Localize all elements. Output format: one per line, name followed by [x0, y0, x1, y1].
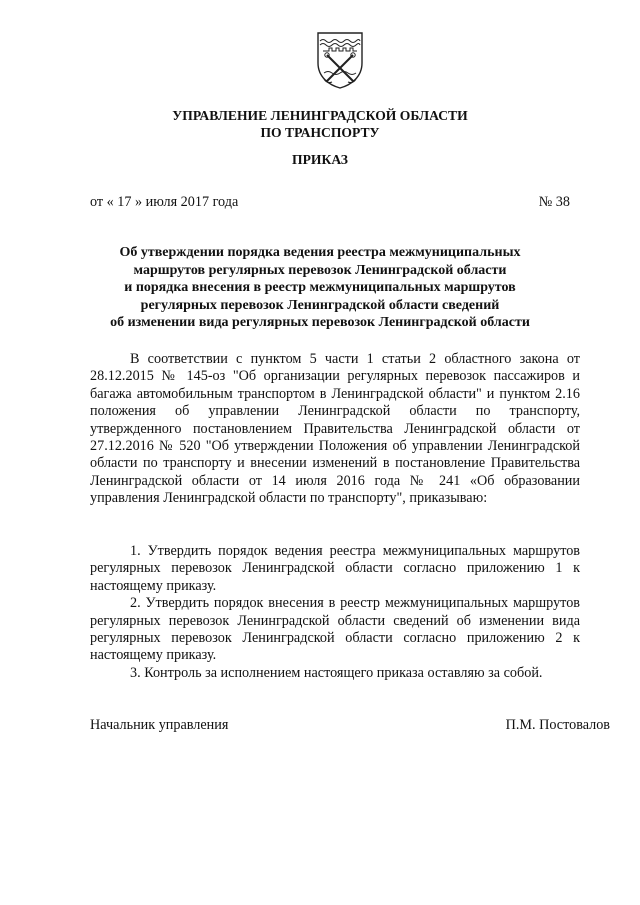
subject-line: об изменении вида регулярных перевозок Ленинградской области — [110, 315, 530, 330]
order-item: 1. Утвердить порядок ведения реестра межмуниципальных маршрутов регулярных перевозок Ленинградской области согласно приложению 1 к настоящему приказу. — [90, 543, 580, 594]
organization-name — [0, 107, 640, 141]
subject-line: маршрутов регулярных перевозок Ленинградской области — [133, 262, 507, 278]
signatory-title: Начальник управления — [90, 717, 229, 733]
order-items — [90, 543, 580, 682]
subject-line: и порядка внесения в реестр межмуниципальных маршрутов — [124, 280, 516, 295]
signatory-name: П.М. Постовалов — [505, 717, 610, 733]
document-type: ПРИКАЗ — [292, 152, 348, 167]
organization-line-1: УПРАВЛЕНИЕ ЛЕНИНГРАДСКОЙ ОБЛАСТИ — [172, 108, 468, 123]
document-number: № 38 — [538, 194, 570, 210]
coat-of-arms-icon — [315, 27, 365, 90]
signature-block — [90, 717, 610, 735]
subject-line: Об утверждении порядка ведения реестра межмуниципальных — [119, 245, 521, 260]
order-item: 2. Утвердить порядок внесения в реестр межмуниципальных маршрутов регулярных перевозок Ленинградской области сведений об изменении вида регулярных перевозок Ленинградской области согласно приложению 2 к настоящему приказу. — [90, 595, 580, 664]
subject-line: регулярных перевозок Ленинградской области сведений — [140, 297, 500, 313]
document-subject — [0, 244, 640, 332]
document-date: от « 17 » июля 2017 года — [90, 194, 239, 210]
order-item: 3. Контроль за исполнением настоящего приказа оставляю за собой. — [130, 664, 543, 681]
organization-line-2: ПО ТРАНСПОРТУ — [260, 125, 380, 140]
preamble-paragraph: В соответствии с пунктом 5 части 1 статьи 2 областного закона от 28.12.2015 № 145-оз "Об организации регулярных перевозок пассажиров и багажа автомобильным транспортом в Ленинградской области" и пунктом 2.16 положения об управлении Ленинградской области по транспорту, утвержденного постановлением Правительства Ленинградской области от 27.12.2016 № 520 "Об утверждении Положения об управлении Ленинградской области по транспорту и внесении изменений в постановление Правительства Ленинградской области от 14 июля 2016 года № 241 «Об образовании управления Ленинградской области по транспорту", приказываю: — [90, 351, 580, 507]
date-number-line — [90, 194, 570, 212]
